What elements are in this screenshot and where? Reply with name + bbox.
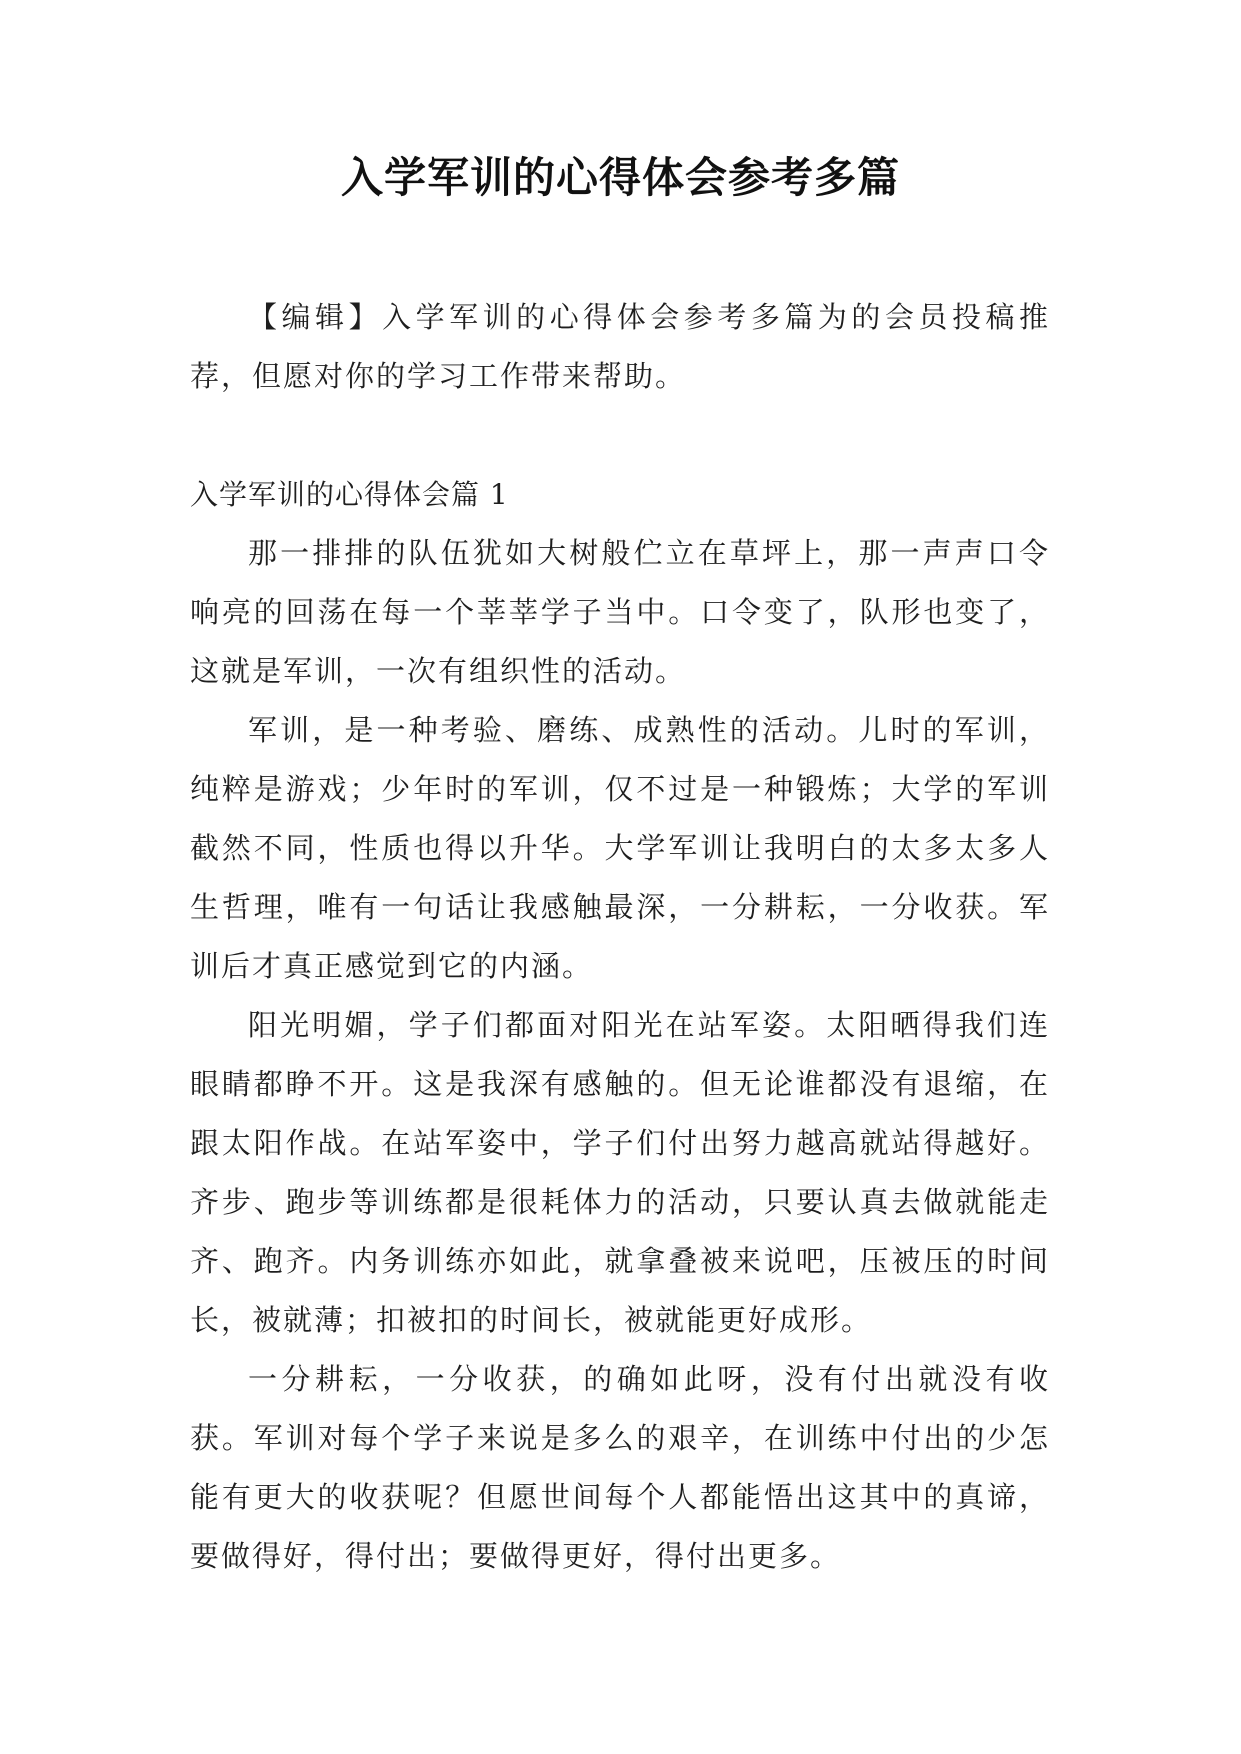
section-heading: 入学军训的心得体会篇 1: [190, 478, 509, 511]
document-body: [190, 288, 1050, 1586]
body-paragraph: 那一排排的队伍犹如大树般伫立在草坪上，那一声声口令响亮的回荡在每一个莘莘学子当中。口令变了，队形也变了，这就是军训，一次有组织性的活动。: [190, 536, 1050, 688]
body-paragraph: 一分耕耘，一分收获，的确如此呀，没有付出就没有收获。军训对每个学子来说是多么的艰辛，在训练中付出的少怎能有更大的收获呢？但愿世间每个人都能悟出这其中的真谛，要做得好，得付出；要做得更好，得付出更多。: [190, 1362, 1050, 1573]
body-paragraph: 阳光明媚，学子们都面对阳光在站军姿。太阳晒得我们连眼睛都睁不开。这是我深有感触的。但无论谁都没有退缩，在跟太阳作战。在站军姿中，学子们付出努力越高就站得越好。齐步、跑步等训练都是很耗体力的活动，只要认真去做就能走齐、跑齐。内务训练亦如此，就拿叠被来说吧，压被压的时间长，被就薄；扣被扣的时间长，被就能更好成形。: [190, 1008, 1050, 1337]
body-paragraph: 军训，是一种考验、磨练、成熟性的活动。儿时的军训，纯粹是游戏；少年时的军训，仅不过是一种锻炼；大学的军训截然不同，性质也得以升华。大学军训让我明白的太多太多人生哲理，唯有一句话让我感触最深，一分耕耘，一分收获。军训后才真正感觉到它的内涵。: [190, 713, 1050, 983]
intro-paragraph: 【编辑】入学军训的心得体会参考多篇为的会员投稿推荐，但愿对你的学习工作带来帮助。: [190, 300, 1050, 393]
document-title: 入学军训的心得体会参考多篇: [340, 153, 900, 202]
